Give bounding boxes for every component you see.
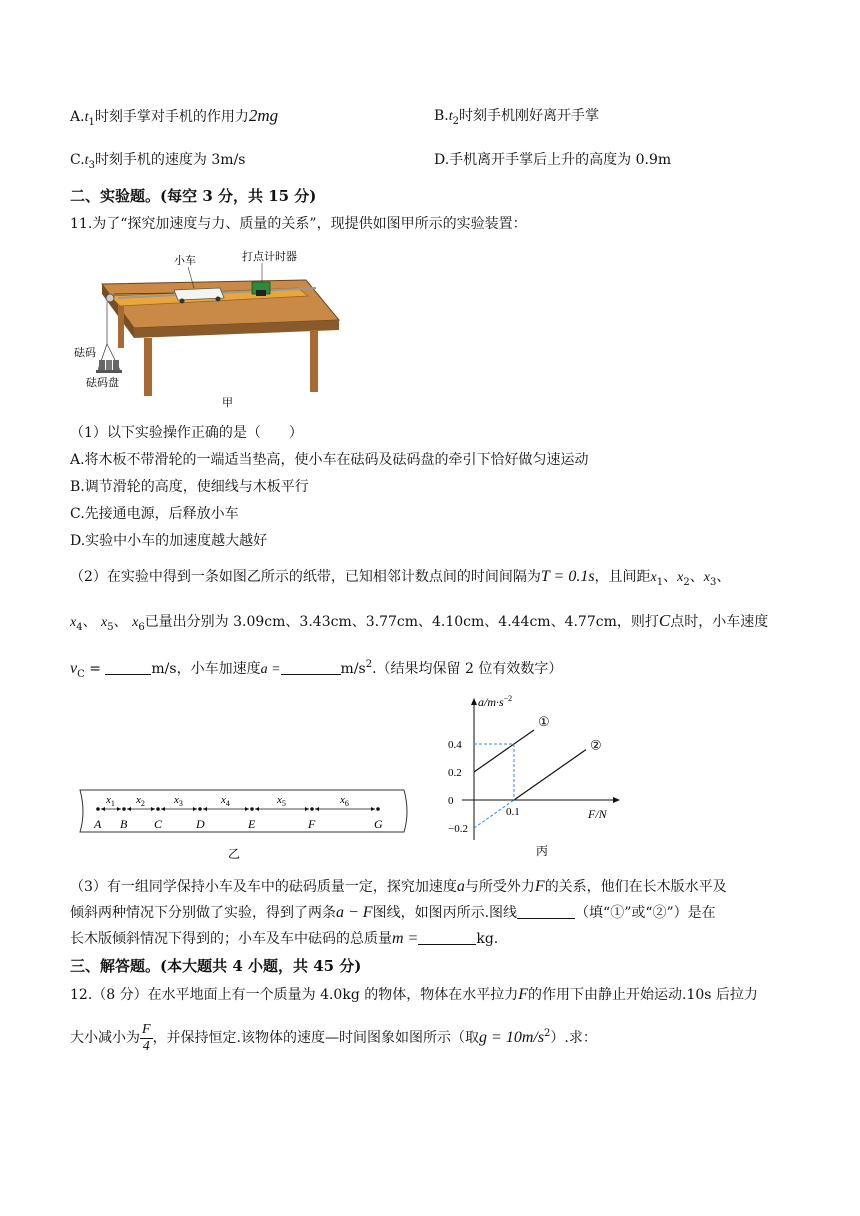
option-var: t (448, 109, 453, 124)
text: 的关系，他们在长木版水平及 (544, 879, 727, 895)
tape-label-G: G (374, 817, 383, 831)
table-leg (144, 338, 152, 396)
a-equation: a = (260, 662, 281, 677)
m-equation: m = (392, 930, 419, 947)
tape-label-C: C (154, 817, 163, 831)
option-sub: 3 (88, 160, 95, 171)
q11-p3-line2 (70, 903, 716, 923)
y-tick-label: 0 (448, 795, 454, 807)
label-cart: 小车 (174, 255, 196, 267)
y-tick-label: −0.2 (448, 823, 468, 835)
q11-p2-line1: （2）在实验中得到一条如图乙所示的纸带，已知相邻计数点间的时间间隔为T = 0.1s，且间距$x_1$、$x_2$、$x_3$、 (70, 568, 731, 588)
option-text: 时刻手掌对手机的作用力 (94, 109, 249, 125)
option-math: 2mg (248, 106, 279, 125)
g-sup: 2 (544, 1028, 551, 1039)
weight (113, 360, 119, 370)
tape-dot-A (96, 807, 100, 811)
blank-a[interactable] (281, 660, 341, 675)
option-prefix: A. (70, 109, 85, 125)
q10-option-a (70, 106, 278, 133)
text: 点时，小车速度 (670, 614, 769, 630)
blank-mass[interactable] (418, 930, 476, 945)
caption-yi: 乙 (228, 847, 241, 861)
var-f: F (518, 986, 529, 1003)
q11-p1-option-d: D.实验中小车的加速度越大越好 (70, 533, 268, 549)
tape-dot-D (198, 807, 202, 811)
label-pan: 砝码盘 (86, 377, 119, 389)
tape-label-D: D (196, 817, 205, 831)
fraction-f-over-4 (140, 1022, 153, 1055)
text: 与所受外力 (464, 879, 535, 895)
tape-interval-x3: $x_3$ (174, 794, 183, 808)
text: 已量出分别为 3.09cm、3.43cm、3.77cm、4.10cm、4.44cm、4.77cm，则打 (144, 614, 659, 630)
tape-dot-E (250, 807, 254, 811)
cart-wheel (180, 299, 185, 304)
q11-p1-option-c: C.先接通电源，后释放小车 (70, 506, 239, 522)
label-timer: 打点计时器 (242, 251, 297, 263)
timer-base (256, 290, 266, 296)
text: ）.求： (550, 1030, 597, 1046)
frac-num: F (142, 1021, 151, 1037)
q11-p1-stem: （1）以下实验操作正确的是（ ） (70, 425, 303, 441)
vc-sub: C (77, 669, 85, 680)
frac-den: 4 (142, 1038, 150, 1054)
text: 倾斜两种情况下分别做了实验，得到了两条 (70, 905, 336, 921)
eq: = (84, 661, 106, 677)
graph-line-1-label: ① (538, 714, 550, 729)
unit-sup: 2 (365, 659, 373, 670)
option-var: t (84, 110, 89, 125)
q11-p3-line1 (70, 877, 727, 897)
text: （填“①”或“②”）是在 (575, 905, 716, 921)
q11-p1-option-b: B.调节滑轮的高度，使细线与木板平行 (70, 479, 309, 495)
weight (99, 360, 105, 370)
table-leg (118, 300, 124, 348)
weight-pan (96, 370, 122, 373)
option-prefix: B. (434, 108, 449, 124)
tape-dot-F (310, 807, 314, 811)
figure-yi-tape (78, 782, 410, 862)
caption-bing: 丙 (536, 844, 549, 858)
q10-option-b (434, 106, 599, 132)
t-equation: T = 0.1s (540, 568, 595, 585)
option-prefix: C. (70, 152, 85, 168)
tape-interval-x4: $x_4$ (221, 794, 230, 808)
x-axis-arrow (613, 797, 620, 803)
graph-line-1 (474, 730, 534, 772)
option-var: t (84, 153, 89, 168)
tape-label-F: F (308, 817, 316, 831)
tape-interval-x2: $x_2$ (136, 794, 145, 808)
var-a: a (456, 878, 465, 895)
option-sub: 1 (88, 117, 95, 128)
text: m/s，小车加速度 (151, 661, 261, 677)
tape-dot-B (122, 807, 126, 811)
weight (106, 360, 112, 370)
q10-option-d: D.手机离开手掌后上升的高度为 0.9m (434, 152, 672, 168)
a-f-expr: a − F (336, 904, 373, 921)
x-axis-label: F/N (588, 807, 607, 821)
text: 长木版倾斜情况下得到的；小车及车中砝码的总质量 (70, 931, 392, 947)
pulley (106, 294, 114, 302)
point-c: C (658, 611, 671, 630)
tape-interval-x5: $x_5$ (277, 794, 286, 808)
text: （2）在实验中得到一条如图乙所示的纸带，已知相邻计数点间的时间间隔为 (70, 569, 541, 585)
q12-line2 (70, 1016, 597, 1056)
q12-line1 (70, 985, 758, 1005)
g-equation: g = 10m/s (479, 1029, 545, 1046)
section-2-title: 二、实验题。(每空 3 分，共 15 分) (70, 187, 317, 205)
text: （3）有一组同学保持小车及车中的砝码质量一定，探究加速度 (70, 879, 457, 895)
text: ，并保持恒定.该物体的速度—时间图象如图所示（取 (152, 1030, 480, 1046)
q11-p2-line3 (70, 655, 562, 685)
tape-interval-x1: $x_1$ (106, 794, 115, 808)
text: .（结果均保留 2 位有效数字） (372, 661, 563, 677)
tape-label-E: E (248, 817, 256, 831)
unit: m/s (340, 661, 366, 677)
tape-outline (80, 790, 407, 832)
q11-p1-option-a: A.将木板不带滑轮的一端适当垫高，使小车在砝码及砝码盘的牵引下恰好做匀速运动 (70, 452, 589, 468)
text: 图线，如图丙所示.图线 (372, 905, 518, 921)
y-axis-arrow (471, 698, 477, 705)
tape-label-A: A (94, 817, 102, 831)
y-tick-label: 0.2 (448, 767, 462, 779)
graph-line-2-label: ② (590, 737, 602, 753)
tape-label-B: B (120, 817, 128, 831)
text: 12.（8 分）在水平地面上有一个质量为 4.0kg 的物体，物体在水平拉力 (70, 987, 519, 1003)
figure-bing-graph (440, 690, 630, 860)
table-leg (310, 330, 318, 392)
cart-wheel (216, 297, 221, 302)
q11-p2-line2: $x_4$、 $x_5$、 $x_6$已量出分别为 3.09cm、3.43cm、3.77cm、4.10cm、4.44cm、4.77cm，则打C点时，小车速度 (70, 611, 769, 633)
tape-interval-x6: $x_6$ (340, 794, 349, 808)
var-f: F (534, 878, 545, 895)
option-sub: 2 (452, 116, 460, 127)
label-weights: 砝码 (74, 347, 96, 359)
x-tick-label: 0.1 (506, 806, 520, 818)
q11-stem: 11.为了“探究加速度与力、质量的关系”，现提供如图甲所示的实验装置： (70, 216, 527, 232)
tape-dot-G (376, 807, 380, 811)
blank-vc[interactable] (105, 660, 151, 675)
figure-jia-apparatus (74, 244, 354, 410)
vc-symbol: v (70, 660, 78, 677)
text: 的作用下由静止开始运动.10s 后拉力 (528, 987, 758, 1003)
text: kg. (476, 931, 499, 947)
q10-option-c (70, 150, 245, 176)
section-3-title: 三、解答题。(本大题共 4 小题，共 45 分) (70, 957, 362, 975)
text: ，且间距 (594, 569, 651, 585)
y-tick-label: 0.4 (448, 739, 462, 751)
text: 大小减小为 (70, 1030, 140, 1046)
y-axis-label: $a/m\cdot s^{-2}$ (478, 694, 513, 709)
blank-graph-line[interactable] (517, 904, 575, 919)
option-text: 时刻手机刚好离开手掌 (459, 108, 600, 124)
q11-p3-line3 (70, 929, 498, 949)
caption-jia: 甲 (222, 397, 233, 409)
option-text: 时刻手机的速度为 3m/s (94, 152, 246, 168)
tape-dot-C (156, 807, 160, 811)
graph-line-2 (514, 750, 586, 800)
